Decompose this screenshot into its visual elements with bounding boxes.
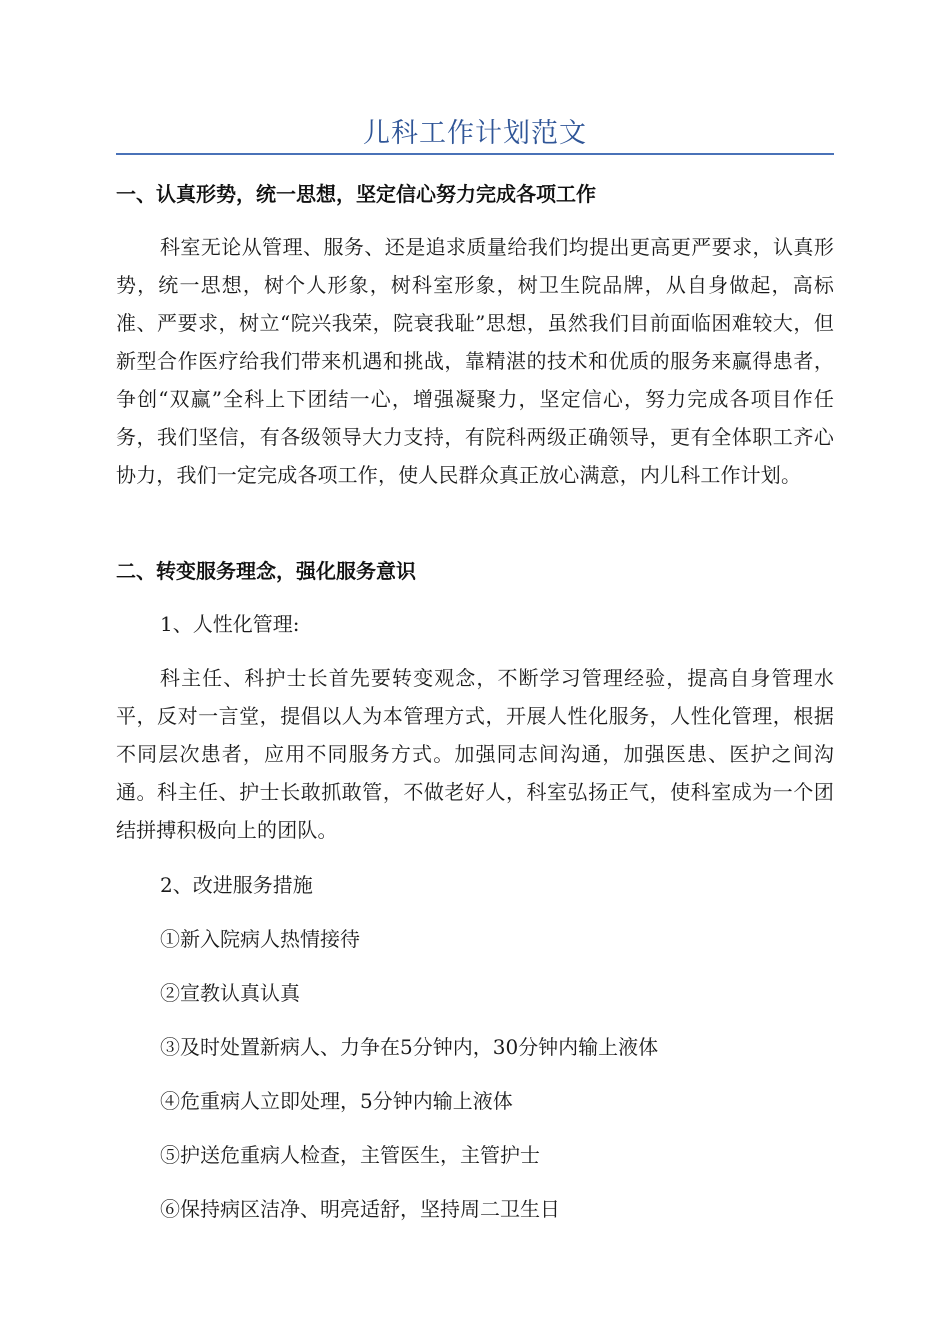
list-item: ②宣教认真认真 [160, 981, 300, 1005]
list-item: ①新入院病人热情接待 [160, 927, 360, 951]
subsection-1-title: 1、人性化管理: [160, 612, 300, 636]
document-title: 儿科工作计划范文 [363, 118, 587, 149]
section-1-paragraph: 科室无论从管理、服务、还是追求质量给我们均提出更高更严要求，认真形势，统一思想，树个人形象，树科室形象，树卫生院品牌，从自身做起，高标准、严要求，树立“院兴我荣，院衰我耻”思想，虽然我们目前面临困难较大，但新型合作医疗给我们带来机遇和挑战，靠精湛的技术和优质的服务来赢得患者，争创“双赢”全科上下团结一心，增强凝聚力，坚定信心，努力完成各项目作任务，我们坚信，有各级领导大力支持，有院科两级正确领导，更有全体职工齐心协力，我们一定完成各项工作，使人民群众真正放心满意，内儿科工作计划。 [116, 235, 834, 487]
list-item: ⑥保持病区洁净、明亮适舒，坚持周二卫生日 [160, 1197, 560, 1221]
section-2-heading: 二、转变服务理念，强化服务意识 [116, 559, 416, 583]
list-item: ④危重病人立即处理，5分钟内输上液体 [160, 1089, 513, 1113]
title-underline [116, 153, 834, 155]
list-item: ⑤护送危重病人检查，主管医生，主管护士 [160, 1143, 540, 1167]
list-item: ③及时处置新病人、力争在5分钟内，30分钟内输上液体 [160, 1035, 659, 1059]
section-1-heading: 一、认真形势，统一思想，坚定信心努力完成各项工作 [116, 182, 596, 206]
subsection-1-paragraph: 科主任、科护士长首先要转变观念，不断学习管理经验，提高自身管理水平，反对一言堂，提倡以人为本管理方式，开展人性化服务，人性化管理，根据不同层次患者，应用不同服务方式。加强同志间沟通，加强医患、医护之间沟通。科主任、护士长敢抓敢管，不做老好人，科室弘扬正气，使科室成为一个团结拼搏积极向上的团队。 [116, 666, 834, 842]
subsection-2-title: 2、改进服务措施 [160, 873, 313, 897]
